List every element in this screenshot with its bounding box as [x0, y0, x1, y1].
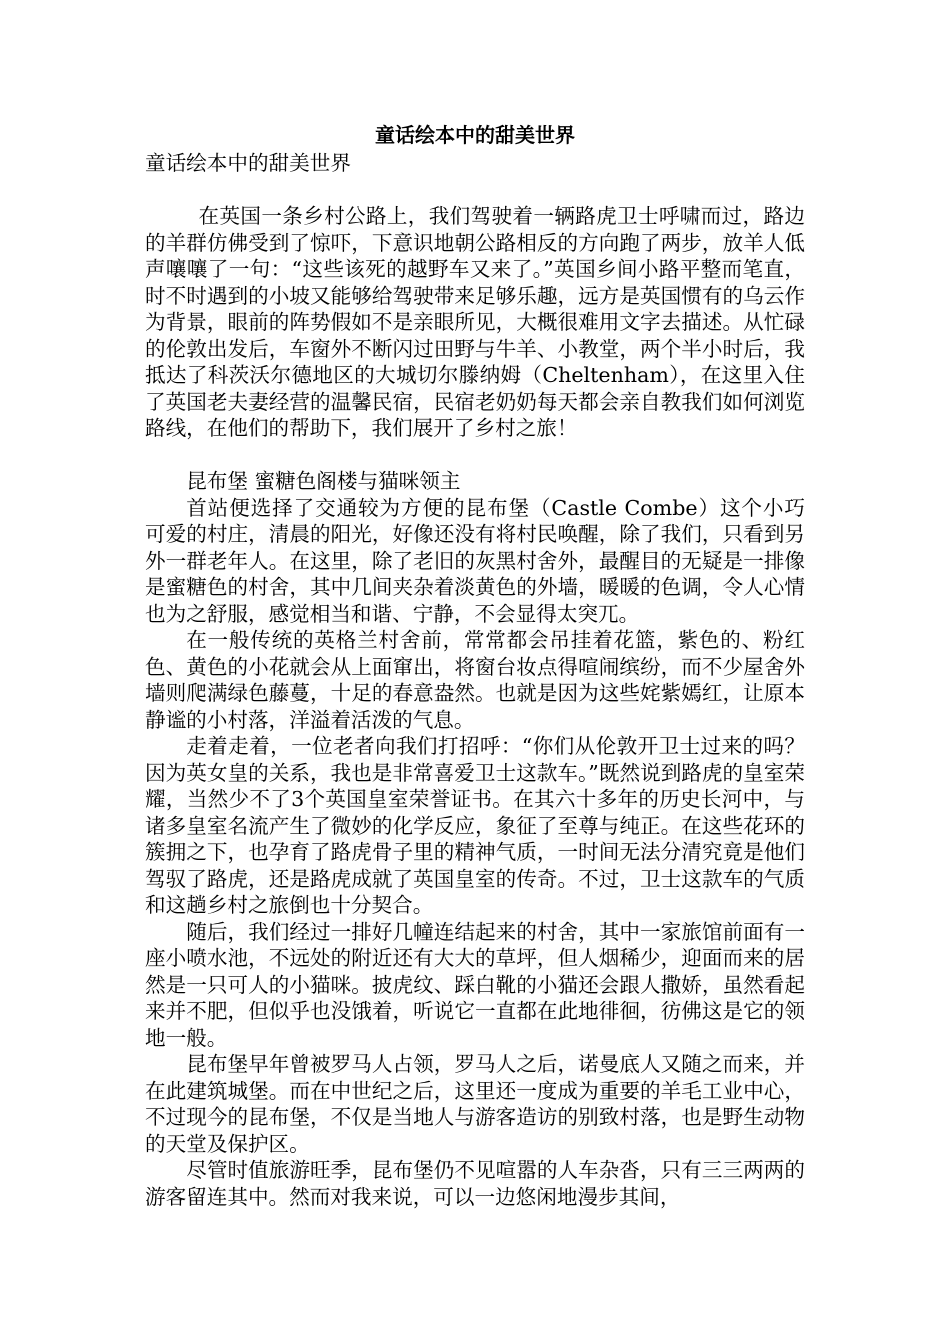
- document-page: [145, 120, 805, 1210]
- body-paragraph: 尽管时值旅游旺季，昆布堡仍不见喧嚣的人车杂沓，只有三三两两的游客留连其中。然而对我来说，可以一边悠闲地漫步其间，: [145, 1158, 805, 1209]
- blank-line: [145, 177, 805, 204]
- intro-paragraph: 在英国一条乡村公路上，我们驾驶着一辆路虎卫士呼啸而过，路边的羊群仿佛受到了惊吓，下意识地朝公路相反的方向跑了两步，放羊人低声嚷嚷了一句：“这些该死的越野车又来了。”英国乡间小路平整而笔直，时不时遇到的小坡又能够给驾驶带来足够乐趣，远方是英国惯有的乌云作为背景，眼前的阵势假如不是亲眼所见，大概很难用文字去描述。从忙碌的伦敦出发后，车窗外不断闪过田野与牛羊、小教堂，两个半小时后，我抵达了科茨沃尔德地区的大城切尔滕纳姆（Cheltenham），在这里入住了英国老夫妻经营的温馨民宿，民宿老奶奶每天都会亲自教我们如何浏览路线，在他们的帮助下，我们展开了乡村之旅！: [145, 204, 805, 440]
- section-heading: 昆布堡 蜜糖色阁楼与猫咪领主: [186, 469, 461, 493]
- blank-line: [145, 442, 805, 469]
- body-paragraph: 走着走着，一位老者向我们打招呼：“你们从伦敦开卫士过来的吗？因为英女皇的关系，我也是非常喜爱卫士这款车。”既然说到路虎的皇室荣耀，当然少不了3个英国皇室荣誉证书。在其六十多年的历史长河中，与诸多皇室名流产生了微妙的化学反应，象征了至尊与纯正。在这些花环的簇拥之下，也孕育了路虎骨子里的精神气质，一时间无法分清究竟是他们驾驭了路虎，还是路虎成就了英国皇室的传奇。不过，卫士这款车的气质和这趟乡村之旅倒也十分契合。: [145, 734, 805, 917]
- body-paragraph: 首站便选择了交通较为方便的昆布堡（Castle Combe）这个小巧可爱的村庄，清晨的阳光，好像还没有将村民唤醒，除了我们，只看到另外一群老年人。在这里，除了老旧的灰黑村舍外，最醒目的无疑是一排像是蜜糖色的村舍，其中几间夹杂着淡黄色的外墙，暖暖的色调，令人心情也为之舒服，感觉相当和谐、宁静，不会显得太突兀。: [145, 495, 805, 626]
- body-paragraph: 随后，我们经过一排好几幢连结起来的村舍，其中一家旅馆前面有一座小喷水池，不远处的附近还有大大的草坪，但人烟稀少，迎面而来的居然是一只可人的小猫咪。披虎纹、踩白靴的小猫还会跟人撒娇，虽然看起来并不肥，但似乎也没饿着，听说它一直都在此地徘徊，彷佛这是它的领地一般。: [145, 919, 805, 1050]
- document-subtitle: 童话绘本中的甜美世界: [145, 151, 351, 175]
- document-title: 童话绘本中的甜美世界: [375, 123, 575, 147]
- body-paragraph: 在一般传统的英格兰村舍前，常常都会吊挂着花篮，紫色的、粉红色、黄色的小花就会从上面窜出，将窗台妆点得喧闹缤纷，而不少屋舍外墙则爬满绿色藤蔓，十足的春意盎然。也就是因为这些姹紫嫣红，让原本静谧的小村落，洋溢着活泼的气息。: [145, 628, 805, 732]
- body-paragraph: 昆布堡早年曾被罗马人占领，罗马人之后，诺曼底人又随之而来，并在此建筑城堡。而在中世纪之后，这里还一度成为重要的羊毛工业中心，不过现今的昆布堡，不仅是当地人与游客造访的别致村落，也是野生动物的天堂及保护区。: [145, 1052, 805, 1156]
